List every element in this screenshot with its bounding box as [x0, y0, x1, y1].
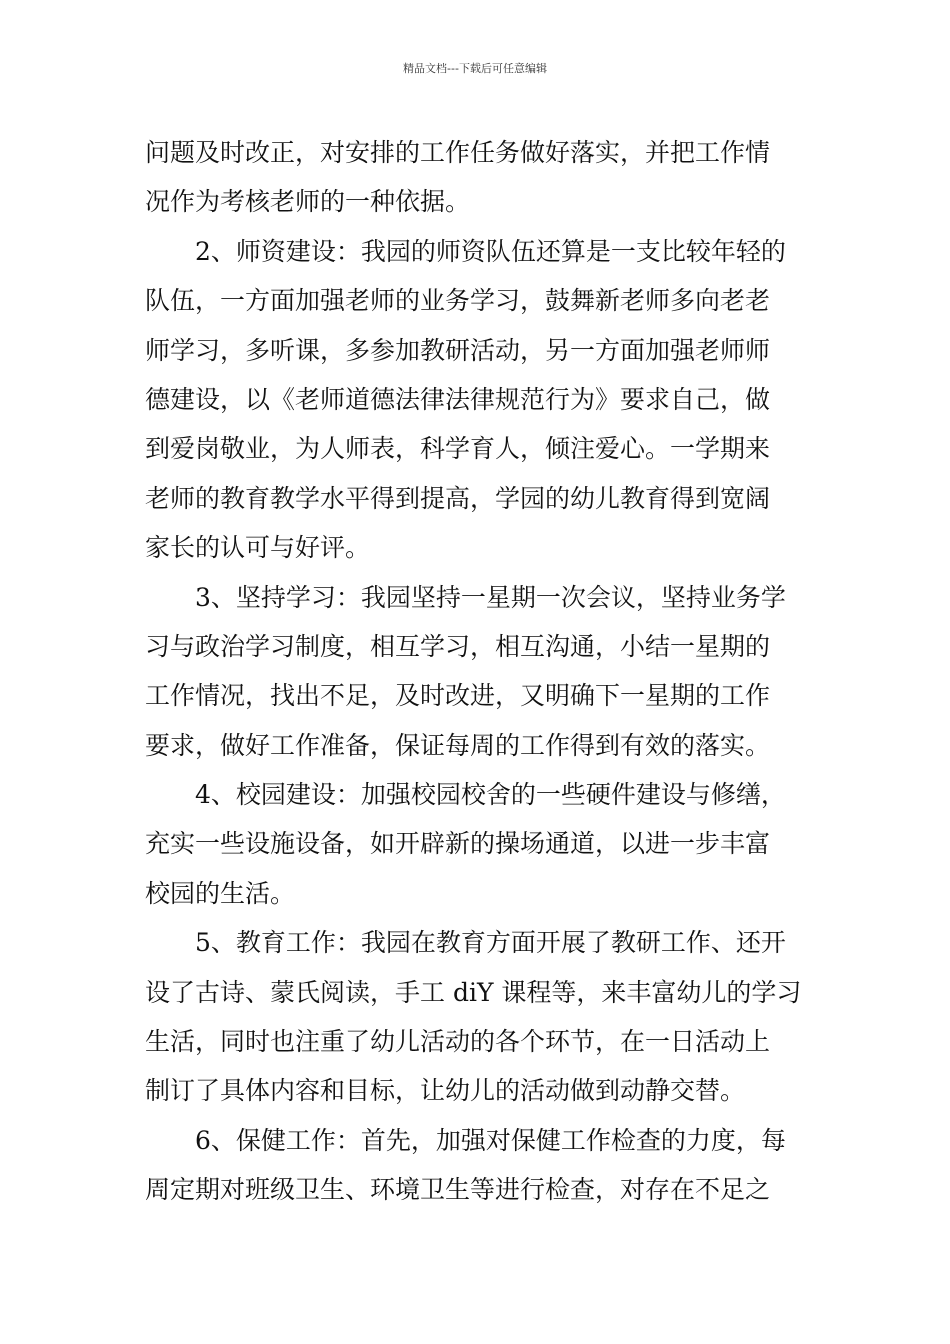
text-line: 况作为考核老师的一种依据。	[145, 187, 471, 217]
text-line: 设了古诗、蒙氏阅读，手工 diY 课程等，来丰富幼儿的学习	[145, 977, 802, 1007]
text-line: 师学习，多听课，多参加教研活动，另一方面加强老师师	[145, 335, 771, 365]
text-line: 5、教育工作：我园在教育方面开展了教研工作、还开	[195, 928, 786, 958]
text-line: 德建设，以《老师道德法律法律规范行为》要求自己，做	[145, 384, 771, 414]
text-line: 习与政治学习制度，相互学习，相互沟通，小结一星期的	[145, 631, 771, 661]
text-line: 校园的生活。	[145, 878, 296, 908]
text-line: 3、坚持学习：我园坚持一星期一次会议，坚持业务学	[195, 582, 786, 612]
text-line: 队伍，一方面加强老师的业务学习，鼓舞新老师多向老老	[145, 286, 771, 316]
text-line: 充实一些设施设备，如开辟新的操场通道，以进一步丰富	[145, 829, 771, 859]
text-line: 周定期对班级卫生、环境卫生等进行检查，对存在不足之	[145, 1175, 771, 1205]
text-line: 4、校园建设：加强校园校舍的一些硬件建设与修缮，	[195, 780, 786, 810]
document-body	[145, 128, 807, 1215]
text-line: 问题及时改正，对安排的工作任务做好落实，并把工作情	[145, 138, 771, 167]
text-line: 到爱岗敬业，为人师表，科学育人，倾注爱心。一学期来	[145, 434, 771, 464]
page-header: 精品文档---下载后可任意编辑	[403, 62, 547, 75]
text-line: 工作情况，找出不足，及时改进，又明确下一星期的工作	[145, 681, 771, 711]
text-line: 老师的教育教学水平得到提高，学园的幼儿教育得到宽阔	[145, 483, 771, 513]
text-line: 要求，做好工作准备，保证每周的工作得到有效的落实。	[145, 730, 771, 760]
text-line: 家长的认可与好评。	[145, 533, 371, 563]
text-line: 2、师资建设：我园的师资队伍还算是一支比较年轻的	[195, 236, 786, 266]
text-line: 生活，同时也注重了幼儿活动的各个环节，在一日活动上	[145, 1027, 771, 1057]
text-line: 制订了具体内容和目标，让幼儿的活动做到动静交替。	[145, 1076, 746, 1106]
text-line: 6、保健工作：首先，加强对保健工作检查的力度，每	[195, 1125, 786, 1155]
